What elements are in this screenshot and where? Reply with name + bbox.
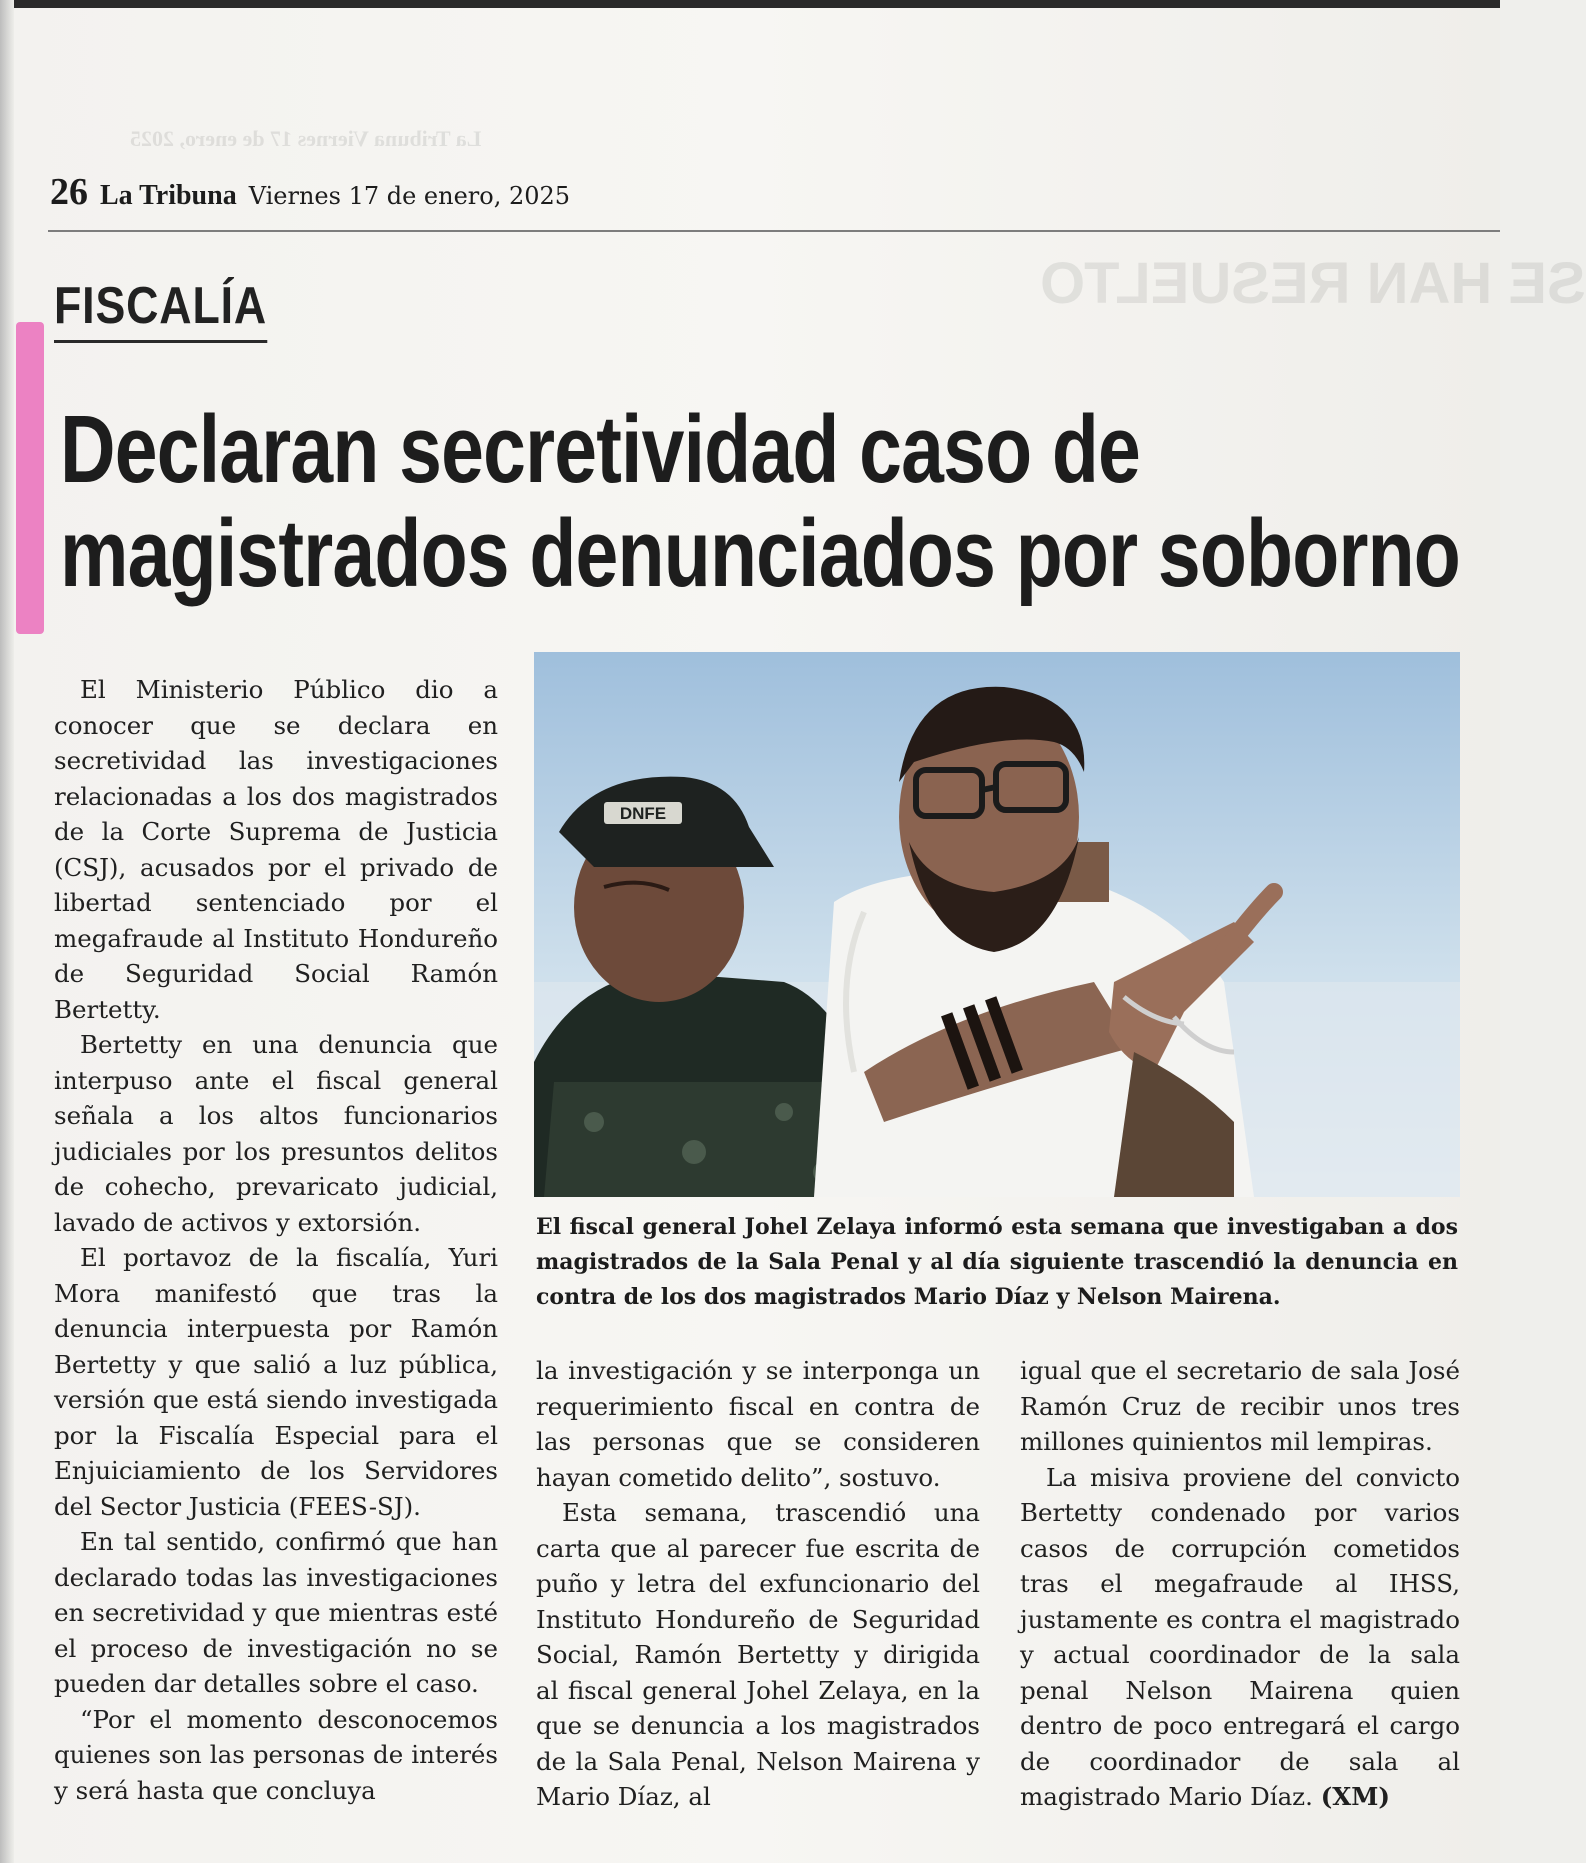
paragraph: “Por el momento desconocemos quienes son las personas de interés y será hasta que concluya bbox=[54, 1704, 498, 1805]
article-column-1 bbox=[54, 672, 498, 1808]
article-column-2 bbox=[536, 1353, 980, 1815]
headline-line-2: magistrados denunciados por soborno bbox=[60, 500, 1460, 607]
photo-illustration bbox=[534, 652, 1460, 1197]
scan-top-edge bbox=[0, 0, 1500, 8]
article-column-3 bbox=[1020, 1353, 1460, 1815]
issue-date: Viernes 17 de enero, 2025 bbox=[248, 182, 571, 210]
cap-badge-text: DNFE bbox=[619, 804, 667, 823]
paragraph: igual que el secretario de sala José Ramón Cruz de recibir unos tres millones quinientos mil lempiras. bbox=[1020, 1356, 1460, 1456]
headline bbox=[60, 398, 1480, 606]
paragraph: El portavoz de la fiscalía, Yuri Mora manifestó que tras la denuncia interpuesta por Ramón Bertetty y que salió a luz pública, versión que está siendo investigada por la Fiscalía Especial para el Enjuiciamiento de los Servidores del Sector Justicia (FEES-SJ). bbox=[54, 1243, 498, 1521]
paragraph-text: La misiva proviene del convicto Bertetty condenado por varios casos de corrupción cometidos tras el megafraude al IHSS, justamente es contra el magistrado y actual coordinador de la sala penal Nelson Mairena quien dentro de poco entregará el cargo de coordinador de sala al magistrado Mario Díaz. bbox=[1020, 1462, 1460, 1811]
author-credit: (XM) bbox=[1320, 1782, 1391, 1811]
scan-left-shadow bbox=[0, 0, 14, 1863]
bleed-kicker: SE HAN RESUELTO bbox=[1040, 251, 1586, 316]
highlighter-mark bbox=[16, 322, 44, 634]
paragraph-last bbox=[1020, 1460, 1460, 1815]
page-number: 26 bbox=[50, 171, 88, 213]
paragraph: El Ministerio Público dio a conocer que se declara en secretividad las investigaciones relacionadas a los dos magistrados de la Corte Suprema de Justicia (CSJ), acusados por el privado de libertad sentenciado por el megafraude al Instituto Hondureño de Seguridad Social Ramón Bertetty. bbox=[54, 675, 498, 1024]
photo-caption: El fiscal general Johel Zelaya informó esta semana que investigaban a dos magistrados de la Sala Penal y al día siguiente trascendió la denuncia en contra de los dos magistrados Mario Díaz y Nelson Mairena. bbox=[536, 1214, 1458, 1310]
news-photo bbox=[534, 652, 1460, 1197]
paragraph: la investigación y se interponga un requerimiento fiscal en contra de las personas que se consideren hayan cometido delito”, sostuvo. bbox=[536, 1356, 980, 1492]
folio bbox=[50, 170, 570, 214]
paragraph: Esta semana, trascendió una carta que al parecer fue escrita de puño y letra del exfuncionario del Instituto Hondureño de Seguridad Social, Ramón Bertetty y dirigida al fiscal general Johel Zelaya, en la que se denuncia a los magistrados de la Sala Penal, Nelson Mairena y Mario Díaz, al bbox=[536, 1498, 980, 1811]
section-label: FISCALÍA bbox=[54, 276, 267, 343]
bleed-header: La Tribuna Viernes 17 de enero, 2025 bbox=[130, 126, 482, 151]
paragraph: En tal sentido, confirmó que han declarado todas las investigaciones en secretividad y que mientras esté el proceso de investigación no se pueden dar detalles sobre el caso. bbox=[54, 1527, 498, 1698]
paragraph: Bertetty en una denuncia que interpuso ante el fiscal general señala a los altos funcionarios judiciales por los presuntos delitos de cohecho, prevaricato judicial, lavado de activos y extorsión. bbox=[54, 1030, 498, 1237]
header-rule bbox=[48, 230, 1500, 232]
publication-name: La Tribuna bbox=[100, 180, 237, 211]
headline-line-1: Declaran secretividad caso de bbox=[60, 396, 1140, 503]
